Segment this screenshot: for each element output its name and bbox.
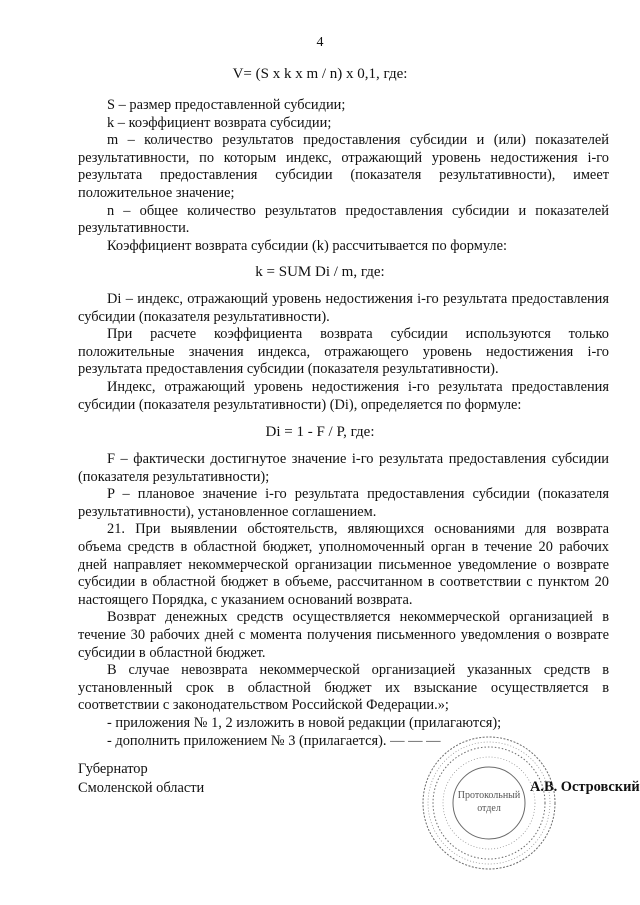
paragraph: Возврат денежных средств осуществляется некоммерческой организацией в течение 30 рабочих дней с момента получения письменного уведомления о возврате субсидии в областной бюджет. bbox=[78, 609, 609, 661]
paragraph: - приложения № 1, 2 изложить в новой редакции (прилагаются); bbox=[107, 714, 502, 731]
definitions-k bbox=[78, 291, 609, 414]
paragraph: При расчете коэффициента возврата субсидии используются только положительные значения индекса, отражающего уровень недостижения i-го результата предоставления субсидии (показателя результативности). bbox=[78, 326, 609, 378]
signature-title-line: Смоленской области bbox=[78, 780, 205, 796]
paragraph: F – фактически достигнутое значение i-го результата предоставления субсидии (показателя результативности); bbox=[78, 451, 609, 485]
definitions-v bbox=[78, 97, 609, 255]
paragraph: n – общее количество результатов предоставления субсидии и показателей результативности. bbox=[78, 202, 609, 237]
paragraph: P – плановое значение i-го результата предоставления субсидии (показателя результативности), установленное соглашением. bbox=[78, 486, 609, 520]
paragraph: Индекс, отражающий уровень недостижения i-го результата предоставления субсидии (показателя результативности) (Di), определяется по формуле: bbox=[78, 378, 609, 413]
paragraph: S – размер предоставленной субсидии; bbox=[107, 97, 346, 113]
paragraph: Коэффициент возврата субсидии (k) рассчитывается по формуле: bbox=[107, 237, 507, 254]
official-stamp bbox=[420, 732, 558, 874]
paragraph: m – количество результатов предоставления субсидии и (или) показателей результативности, по которым индекс, отражающий уровень недостижения i-го результата предоставления субсидии (показателя результативности), имеет положительное значение; bbox=[78, 132, 609, 201]
definitions-d bbox=[78, 451, 609, 750]
signature-title-line: Губернатор bbox=[78, 761, 148, 777]
paragraph: 21. При выявлении обстоятельств, являющихся основаниями для возврата объема средств в областной бюджет, уполномоченный орган в течение 20 рабочих дней направляет некоммерческой организации письменное уведомление о возврате субсидии в областной бюджет в объеме, рассчитанном в соответствии с пунктом 20 настоящего Порядка, с указанием оснований возврата. bbox=[78, 521, 609, 608]
paragraph-text: - дополнить приложением № 3 (прилагается). bbox=[107, 732, 387, 749]
signature-title bbox=[78, 760, 204, 798]
signature-name: А.В. Островский bbox=[530, 779, 640, 795]
page-number: 4 bbox=[316, 35, 324, 50]
formula-d: Di = 1 - F / P, где: bbox=[265, 424, 375, 440]
paragraph: k – коэффициент возврата субсидии; bbox=[107, 114, 332, 131]
formula-k: k = SUM Di / m, где: bbox=[255, 264, 385, 280]
paragraph: В случае невозврата некоммерческой организацией указанных средств в установленный срок в областной бюджет их взыскание осуществляется в соответствии с законодательством Российской Федерации.»; bbox=[78, 662, 609, 714]
stamp-text: Протокольный bbox=[457, 790, 521, 801]
trailing-dashes: — — — bbox=[390, 732, 441, 749]
stamp-text: отдел bbox=[477, 803, 501, 814]
paragraph: Di – индекс, отражающий уровень недостижения i-го результата предоставления субсидии (показателя результативности). bbox=[78, 291, 609, 325]
formula-v: V= (S x k x m / n) x 0,1, где: bbox=[232, 66, 408, 82]
